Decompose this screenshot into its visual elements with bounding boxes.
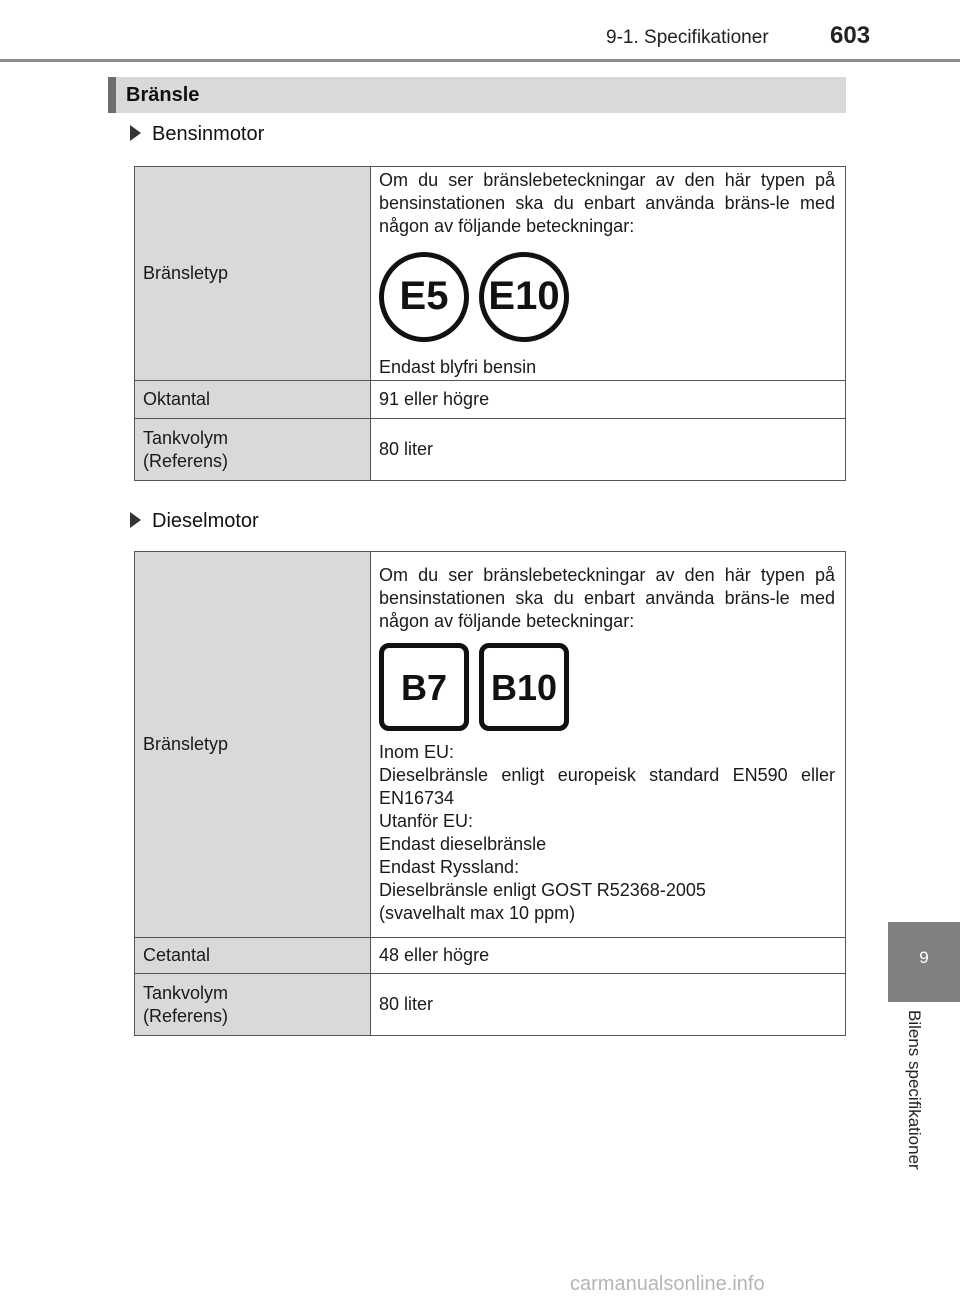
tank-value: 80 liter <box>371 419 846 481</box>
table-row <box>135 974 846 1036</box>
note-line: Dieselbränsle enligt europeisk standard EN590 eller EN16734 <box>379 765 835 808</box>
tank-label-line1: Tankvolym <box>143 982 229 1003</box>
cetane-label: Cetantal <box>135 938 371 974</box>
section-accent <box>108 77 116 113</box>
diesel-heading-label: Dieselmotor <box>152 510 259 532</box>
table-row <box>135 938 846 974</box>
octane-label: Oktantal <box>135 381 371 419</box>
fuel-type-cell <box>371 552 846 938</box>
side-tab-label: Bilens specifikationer <box>905 1010 924 1170</box>
note-line: Endast dieselbränsle <box>379 834 547 854</box>
header-rule <box>0 59 960 62</box>
tank-label <box>135 974 371 1036</box>
note-line: Endast Ryssland: <box>379 857 520 877</box>
header-section-title: 9-1. Specifikationer <box>606 27 769 48</box>
petrol-spec-table <box>134 166 846 481</box>
cetane-value: 48 eller högre <box>371 938 846 974</box>
fuel-badge-e10: E10 <box>479 252 569 342</box>
table-row <box>135 381 846 419</box>
fuel-badges <box>379 252 835 342</box>
fuel-type-intro: Om du ser bränslebeteckningar av den här typen på bensinstationen ska du enbart använda bräns-le med någon av följande beteckningar: <box>379 565 835 631</box>
page-number: 603 <box>830 22 871 49</box>
fuel-badge-e5: E5 <box>379 252 469 342</box>
tank-label-line2: (Referens) <box>143 1005 229 1026</box>
petrol-heading <box>130 123 264 146</box>
fuel-badges <box>379 643 835 731</box>
octane-value: 91 eller högre <box>371 381 846 419</box>
fuel-type-note: Endast blyfri bensin <box>379 356 537 377</box>
fuel-badge-b10: B10 <box>479 643 569 731</box>
petrol-heading-label: Bensinmotor <box>152 123 265 145</box>
diesel-spec-table <box>134 551 846 1036</box>
section-title-bar <box>108 77 846 113</box>
watermark: carmanualsonline.info <box>570 1273 765 1295</box>
side-tab <box>888 922 960 1002</box>
fuel-badge-b7: B7 <box>379 643 469 731</box>
table-row <box>135 552 846 938</box>
note-line: Inom EU: <box>379 742 455 762</box>
diesel-heading <box>130 510 259 533</box>
fuel-type-label: Bränsletyp <box>135 167 371 381</box>
fuel-type-notes <box>379 741 835 925</box>
fuel-type-label: Bränsletyp <box>135 552 371 938</box>
tank-value: 80 liter <box>371 974 846 1036</box>
note-line: Dieselbränsle enligt GOST R52368-2005 <box>379 880 706 900</box>
triangle-bullet-icon <box>130 125 141 141</box>
tank-label-line2: (Referens) <box>143 450 229 471</box>
fuel-type-intro: Om du ser bränslebeteckningar av den här typen på bensinstationen ska du enbart använda bräns-le med någon av följande beteckningar: <box>379 169 835 236</box>
note-line: (svavelhalt max 10 ppm) <box>379 903 576 923</box>
table-row <box>135 167 846 381</box>
triangle-bullet-icon <box>130 512 141 528</box>
tank-label-line1: Tankvolym <box>143 427 229 448</box>
side-tab-number: 9 <box>919 948 929 967</box>
tank-label <box>135 419 371 481</box>
fuel-type-cell <box>371 167 846 381</box>
note-line: Utanför EU: <box>379 811 474 831</box>
table-row <box>135 419 846 481</box>
section-title: Bränsle <box>126 84 200 106</box>
